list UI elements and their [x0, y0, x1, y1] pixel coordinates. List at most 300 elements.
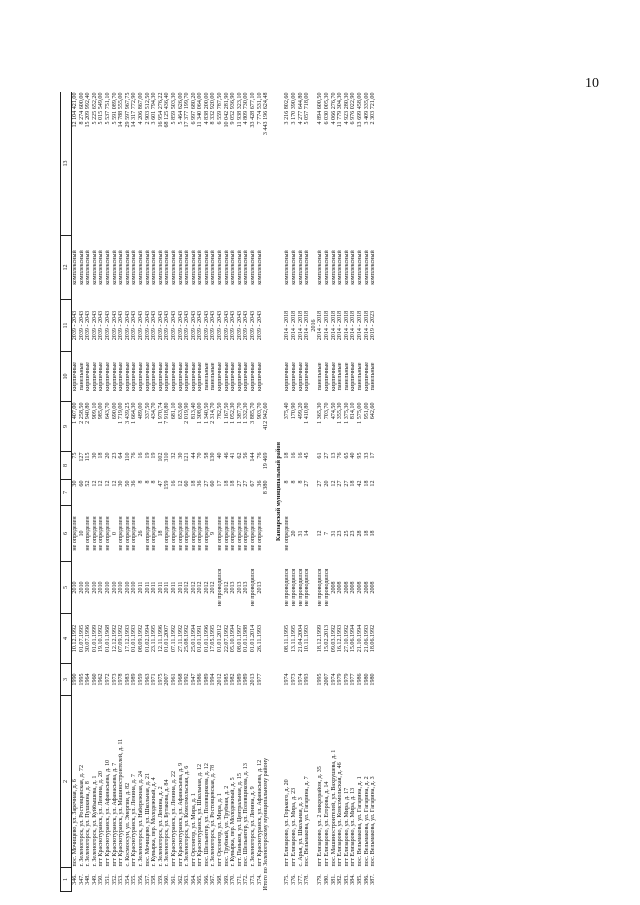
table-cell: 58	[203, 452, 210, 459]
rotated-table-container	[60, 92, 582, 892]
table-cell: 36	[131, 480, 138, 487]
table-cell: кирпичные	[297, 362, 304, 391]
table-row	[79, 92, 86, 892]
table-cell: 1983	[124, 673, 131, 686]
table-cell: не определен	[250, 516, 257, 551]
table-cell: не определен	[164, 516, 171, 551]
table-cell: 489,00	[137, 402, 144, 420]
table-cell: 27	[236, 480, 243, 487]
table-cell: 15.06.1994	[350, 624, 357, 653]
table-cell: пгт Краснотуранск, ул. Афанасьева, д. 9	[177, 762, 184, 867]
table-cell: 2039 - 2043	[210, 310, 217, 341]
table-cell: 60	[78, 480, 85, 487]
table-cell: пос. Машиностроителей, ул. Вахрушева, д. 1	[330, 749, 337, 867]
table-cell: 8	[297, 480, 304, 484]
table-cell: 01.01.1993	[131, 624, 138, 653]
table-cell: не проводился	[297, 568, 304, 607]
table-cell: пгт Краснотуранск, ул. Машиностроителей, д. 11	[118, 738, 125, 867]
table-cell: 2013	[230, 581, 237, 594]
table-cell: кирпичные	[291, 362, 297, 391]
table-cell: 2008	[337, 581, 344, 594]
table-cell: 357.	[144, 874, 151, 885]
table-cell	[311, 352, 318, 402]
table-cell: 8	[144, 480, 151, 484]
table-cell: 365.	[197, 874, 204, 885]
table-cell: 2039 - 2043	[137, 310, 144, 341]
table-cell: 353.	[118, 874, 125, 885]
table-cell: 170,90	[291, 402, 297, 420]
table-cell: 27	[323, 452, 330, 459]
table-cell: 32	[170, 452, 177, 459]
table-cell: пгт Краснотуранск, ул. Афанасьева, д. 12	[256, 759, 263, 867]
table-cell: 18	[98, 452, 105, 459]
table-cell: пгт Елизарово, ул. Мира, д. 17	[343, 787, 350, 867]
section-title-row	[274, 92, 285, 892]
table-cell: 1989	[131, 673, 138, 686]
table-cell: 3 216 802,60	[284, 92, 291, 125]
table-row	[291, 92, 298, 892]
table-cell: 2039 - 2043	[151, 310, 158, 341]
table-cell: 67	[250, 480, 257, 487]
table-cell: 01.01.2007	[164, 624, 171, 653]
table-row	[337, 92, 344, 892]
table-cell: 1962	[98, 673, 105, 686]
table-cell: 9 052 936,90	[230, 92, 237, 125]
table-cell: 1 167,50	[223, 402, 230, 424]
table-cell: 1960	[91, 673, 98, 686]
table-cell: 385.	[356, 874, 363, 885]
table-cell: 115	[85, 452, 92, 462]
table-cell: кирпичные	[230, 362, 237, 391]
table-cell: г. Зеленогорск, ул. Бутакова, д. 84	[164, 779, 171, 867]
table-cell: пгт. Паньков, ул. Центральная, д. 15	[236, 773, 243, 867]
table-cell: 2039 - 2043	[197, 310, 204, 341]
table-cell: 1968	[177, 673, 184, 686]
table-cell: пос. Мочищево, ул. Заречная, д. 6	[72, 779, 78, 867]
table-cell: пос. Шельангер, ул. Полевщикова, д. 13	[243, 763, 250, 867]
table-row	[158, 92, 165, 892]
table-cell: г. Зеленогорск, ул. Набережная, д. 24	[137, 770, 144, 867]
table-cell: 372.	[243, 874, 250, 885]
table-cell: 2039 - 2043	[98, 310, 105, 341]
table-cell: 60	[184, 480, 191, 487]
table-cell: 36	[197, 480, 204, 487]
table-cell: 18	[157, 530, 164, 537]
table-cell: 65	[343, 452, 350, 459]
table-cell: 1 375,30	[343, 402, 350, 424]
table-cell: 1979	[343, 673, 350, 686]
table-cell: комплексный	[363, 250, 370, 285]
table-cell: 6 997 680,20	[190, 92, 197, 125]
table-cell: 31	[330, 530, 337, 537]
table-cell: 01.07.1995	[78, 624, 85, 653]
table-cell: 2013	[256, 581, 263, 594]
table-cell: 1979	[337, 673, 344, 686]
table-cell: 373.	[250, 874, 257, 885]
table-cell: 782,50	[217, 402, 224, 420]
table-cell: не определен	[203, 516, 210, 551]
table-cell: 27	[243, 480, 250, 487]
table-cell: кирпичные	[217, 362, 224, 391]
table-cell: 2039 - 2043	[203, 310, 210, 341]
table-cell: 2010	[98, 581, 105, 594]
table-cell: 8 274 600,00	[78, 92, 85, 125]
table-cell: 2010	[72, 581, 78, 594]
subtotal-col8: 19 469	[263, 452, 270, 470]
table-cell: 3 409 335,00	[363, 92, 370, 125]
table-cell: кирпичные	[170, 362, 177, 391]
table-cell: комплексный	[91, 250, 98, 285]
table-cell: 361.	[170, 874, 177, 885]
table-cell: кирпичные	[144, 362, 151, 391]
table-row	[85, 92, 92, 892]
table-cell: 2039 - 2043	[256, 310, 263, 341]
table-cell: 642,60	[370, 402, 377, 420]
table-cell: 2 314,70	[210, 402, 217, 424]
table-cell: 368.	[217, 874, 224, 885]
table-cell: 2014 - 2018	[317, 310, 324, 341]
table-cell: кирпичные	[236, 362, 243, 391]
table-cell: 349.	[91, 874, 98, 885]
table-cell: 2008	[356, 581, 363, 594]
table-cell: 434,70	[151, 402, 158, 420]
table-cell: 2039 - 2043	[72, 310, 78, 341]
table-cell: не определен	[85, 516, 92, 551]
table-cell: 1971	[151, 673, 158, 686]
table-cell: 2008	[343, 581, 350, 594]
table-cell: комплексный	[203, 250, 210, 285]
table-cell: 367.	[210, 874, 217, 885]
table-cell: 1 410,80	[304, 402, 311, 424]
table-cell: пгт Краснотуранск, ул. Ленина, д. 7	[131, 774, 138, 867]
table-cell: 17 377 199,70	[184, 92, 191, 128]
table-cell: комплексный	[124, 250, 131, 285]
table-row	[105, 92, 112, 892]
table-cell: 18	[190, 480, 197, 487]
header-cell: 10	[61, 352, 72, 402]
table-cell: 20	[104, 452, 111, 459]
table-cell: 1974	[284, 673, 291, 686]
table-cell: 3 170 390,00	[291, 92, 297, 125]
table-cell: 31	[297, 530, 304, 537]
table-cell: 356.	[137, 874, 144, 885]
table-cell: 13 699 458,00	[356, 92, 363, 128]
table-cell: комплексный	[323, 250, 330, 285]
table-cell: 95	[356, 452, 363, 459]
table-cell: 1994	[210, 673, 217, 686]
subtotal-col9: 412 942,60	[263, 402, 270, 430]
table-cell: 23.11.1995	[151, 624, 158, 653]
table-cell: 102	[157, 452, 164, 462]
table-cell: комплексный	[170, 250, 177, 285]
table-cell	[311, 696, 318, 868]
table-cell: г. Зеленогорск, ул. Ростовцевская, д. 72	[78, 764, 85, 867]
table-cell: 30	[177, 452, 184, 459]
table-cell: комплексный	[118, 250, 125, 285]
table-cell: г. Кувырка, пер. Молодежный, д. 4	[151, 777, 158, 867]
table-cell: панельные	[317, 362, 324, 391]
table-cell: 17	[370, 452, 377, 459]
table-cell	[311, 868, 318, 892]
table-cell: 1 970,74	[157, 402, 164, 424]
table-cell: 310	[164, 452, 171, 462]
table-cell: 499,20	[297, 402, 304, 420]
table-cell: 2039 - 2043	[250, 310, 257, 341]
table-cell: не определен	[184, 516, 191, 551]
table-cell: кирпичные	[137, 362, 144, 391]
table-cell: 2012	[210, 581, 217, 594]
table-cell: 2039 - 2043	[144, 310, 151, 341]
table-cell: 121	[184, 452, 191, 462]
table-cell: 7 774 531,10	[256, 92, 263, 125]
subtotal-col7: 8 380	[263, 480, 270, 495]
table-cell: 76	[337, 452, 344, 459]
table-cell: 346.	[72, 874, 78, 885]
table-cell: 01.01.1991	[197, 624, 204, 653]
table-cell: 110	[124, 452, 131, 462]
table-cell: кирпичные	[223, 362, 230, 391]
table-cell: 1986	[197, 673, 204, 686]
table-cell: 2012	[184, 581, 191, 594]
table-cell: 377.	[297, 874, 304, 885]
table-cell: 813,40	[190, 402, 197, 420]
table-cell: 376.	[291, 874, 297, 885]
table-cell: 2013	[243, 581, 250, 594]
table-cell	[311, 92, 318, 236]
table-cell: 47	[157, 480, 164, 487]
header-cell: 8	[61, 452, 72, 480]
table-cell: 351.	[104, 874, 111, 885]
table-cell: 354.	[124, 874, 131, 885]
table-cell: 30	[91, 452, 98, 459]
table-cell: не определен	[243, 516, 250, 551]
table-cell: 2014 - 2018	[304, 310, 311, 341]
table-cell: 2014 - 2018	[330, 310, 337, 341]
table-cell: не определен	[170, 516, 177, 551]
table-cell: кирпичные	[151, 362, 158, 391]
table-cell: пгт Елизарово, ул. Комсомольская, д. 46	[337, 762, 344, 867]
table-cell: кирпичные	[284, 362, 291, 391]
table-cell: 14 788 555,00	[118, 92, 125, 128]
table-cell: 01.01.2014	[250, 624, 257, 653]
table-cell	[311, 506, 318, 562]
table-cell: не проводился	[284, 568, 291, 607]
table-cell: г. Зеленогорск, ул. Ленина, д. 2	[157, 786, 164, 867]
table-cell: пгт Краснотуранск, ул. Афанасьева, д. 10	[104, 759, 111, 867]
header-cell: 3	[61, 664, 72, 696]
table-cell: 27	[317, 480, 324, 487]
table-cell: 21.10.1994	[356, 624, 363, 653]
table-cell: 159	[164, 480, 171, 490]
table-row	[204, 92, 211, 892]
table-cell: 30	[118, 480, 125, 487]
table-cell: 362.	[177, 874, 184, 885]
table-cell: 8	[137, 480, 144, 484]
table-cell: комплексный	[72, 250, 78, 285]
table-cell: 2014 - 2018	[337, 310, 344, 341]
table-cell: 355.	[131, 874, 138, 885]
table-cell: 16	[297, 452, 304, 459]
table-cell: 2010	[78, 581, 85, 594]
table-cell: 68 125 436,40	[164, 92, 171, 128]
table-cell: 2 258,50	[78, 402, 85, 424]
table-cell: комплексный	[210, 250, 217, 285]
table-cell: г. Зеленогорск, ул. Пушкина, д. 8	[85, 781, 92, 867]
table-cell: 360.	[164, 874, 171, 885]
table-cell: кирпичные	[177, 362, 184, 391]
table-cell: не определен	[124, 516, 131, 551]
table-cell: комплексный	[85, 250, 92, 285]
table-cell: 2014 - 2018	[284, 310, 291, 341]
table-row	[331, 92, 338, 892]
table-cell: 2010	[91, 581, 98, 594]
table-cell: 18.12.1999	[317, 624, 324, 653]
table-cell: 2039 - 2043	[190, 310, 197, 341]
table-cell: 27	[337, 480, 344, 487]
table-cell: 20	[291, 530, 297, 537]
table-cell: 2011	[164, 581, 171, 594]
table-cell: 76	[131, 452, 138, 459]
table-cell: 2039 - 2043	[78, 310, 85, 341]
table-cell: 383.	[343, 874, 350, 885]
table-cell: кирпичные	[350, 362, 357, 391]
table-row	[243, 92, 250, 892]
table-row	[317, 92, 324, 892]
table-cell: комплексный	[137, 250, 144, 285]
table-row	[72, 92, 79, 892]
table-cell: 7	[323, 531, 330, 536]
table-cell: 2016	[310, 319, 317, 332]
table-cell: 2039 - 2043	[118, 310, 125, 341]
table-cell: 12 104 421,00	[72, 92, 78, 128]
table-cell: 378.	[304, 874, 311, 885]
table-cell: 19.10.1992	[98, 624, 105, 653]
table-cell: 1978	[118, 673, 125, 686]
table-cell: 23	[111, 452, 118, 459]
table-cell: 2008	[350, 581, 357, 594]
table-cell: не определен	[131, 516, 138, 551]
table-cell: панельные	[337, 362, 344, 391]
table-cell: 12.11.1996	[157, 624, 164, 653]
table-cell: 33	[363, 452, 370, 459]
table-cell: 5 225 652,20	[91, 92, 98, 125]
header-cell: 4	[61, 614, 72, 664]
table-cell: 681,10	[170, 402, 177, 420]
table-cell: 2011	[177, 581, 184, 594]
table-row	[98, 92, 105, 892]
table-row	[210, 92, 217, 892]
table-cell: 1 332,30	[243, 402, 250, 424]
table-cell: 56	[243, 452, 250, 459]
table-cell: 2014 - 2018	[297, 310, 304, 341]
table-cell: кирпичные	[304, 362, 311, 391]
table-cell: комплексный	[250, 250, 257, 285]
table-cell: кирпичные	[363, 362, 370, 391]
table-cell: г. Зеленогорск, ул. Ленина, д. 9	[250, 786, 257, 867]
table-cell: 951,00	[363, 402, 370, 420]
table-cell: 40	[350, 452, 357, 459]
table-cell: 5 859 503,30	[170, 92, 177, 125]
table-cell: 2039 - 2043	[170, 310, 177, 341]
table-cell: панельные	[356, 362, 363, 391]
table-cell: 4 809 730,00	[243, 92, 250, 125]
table-cell: панельные	[210, 362, 217, 391]
table-cell: панельные	[78, 362, 85, 391]
table-cell: 29 597 967,75	[124, 92, 131, 128]
table-cell: 12	[317, 530, 324, 537]
table-cell: 08.09.1992	[137, 624, 144, 653]
table-cell: комплексный	[157, 250, 164, 285]
table-cell: 1972	[104, 673, 111, 686]
table-cell: 21.04.2004	[297, 624, 304, 653]
table-cell: кирпичные	[323, 362, 330, 391]
table-cell	[311, 664, 318, 696]
table-cell: 370.	[230, 874, 237, 885]
table-cell: 1985	[223, 673, 230, 686]
table-cell: не определен	[256, 516, 263, 551]
table-cell: 1 355,30	[337, 402, 344, 424]
table-cell: кирпичные	[157, 362, 164, 391]
table-cell: 19	[144, 452, 151, 459]
table-cell: 45	[304, 452, 311, 459]
table-cell: 1964	[85, 673, 92, 686]
table-cell: 2039 - 2043	[111, 310, 118, 341]
table-row	[138, 92, 145, 892]
table-cell: пгт Краснотуранск, ул. Школьная, д. 12	[197, 763, 204, 867]
table-cell: кирпичные	[72, 362, 78, 391]
subtotal-col13: 3 443 196 624,48	[263, 92, 270, 136]
table-cell: 2014 - 2018	[323, 310, 330, 341]
table-cell: 359.	[157, 874, 164, 885]
table-row	[191, 92, 198, 892]
table-cell: 384.	[350, 874, 357, 885]
page-number: 10	[585, 76, 599, 91]
table-cell: не проводился	[291, 568, 297, 607]
table-cell: 28	[356, 530, 363, 537]
table-cell: 10.12.1992	[72, 624, 78, 653]
table-cell: комплексный	[190, 250, 197, 285]
table-cell: 5 591 089,70	[111, 92, 118, 125]
table-cell: 2008	[330, 581, 337, 594]
table-row	[171, 92, 178, 892]
table-cell: 4 206 867,00	[137, 92, 144, 125]
table-cell: кирпичные	[118, 362, 125, 391]
header-cell: 1	[61, 868, 72, 892]
table-cell: 22.07.1992	[223, 624, 230, 653]
table-cell: 1980	[363, 673, 370, 686]
table-cell: 364.	[190, 874, 197, 885]
table-cell: 130	[210, 452, 217, 462]
table-cell: пгт Елизарово, ул. Мира, д. 13	[350, 787, 357, 867]
table-cell: комплексный	[98, 250, 105, 285]
table-cell: 2007	[323, 673, 330, 686]
table-cell	[311, 480, 318, 506]
table-cell: комплексный	[78, 250, 85, 285]
table-cell: комплексный	[223, 250, 230, 285]
table-cell: 27.10.1992	[343, 624, 350, 653]
table-cell: 350.	[98, 874, 105, 885]
table-row	[230, 92, 237, 892]
header-cell: 5	[61, 562, 72, 614]
table-cell: комплексный	[304, 250, 311, 285]
table-cell: комплексный	[337, 250, 344, 285]
table-cell: 70	[197, 452, 204, 459]
table-cell: 127	[78, 452, 85, 462]
table-cell: пгт Елизарово, ул. Горького, д. 20	[284, 779, 291, 867]
table-cell: 18.06.1992	[370, 624, 377, 653]
table-cell: 3 601 794,30	[151, 92, 158, 125]
table-cell: 08.01.1997	[236, 624, 243, 653]
